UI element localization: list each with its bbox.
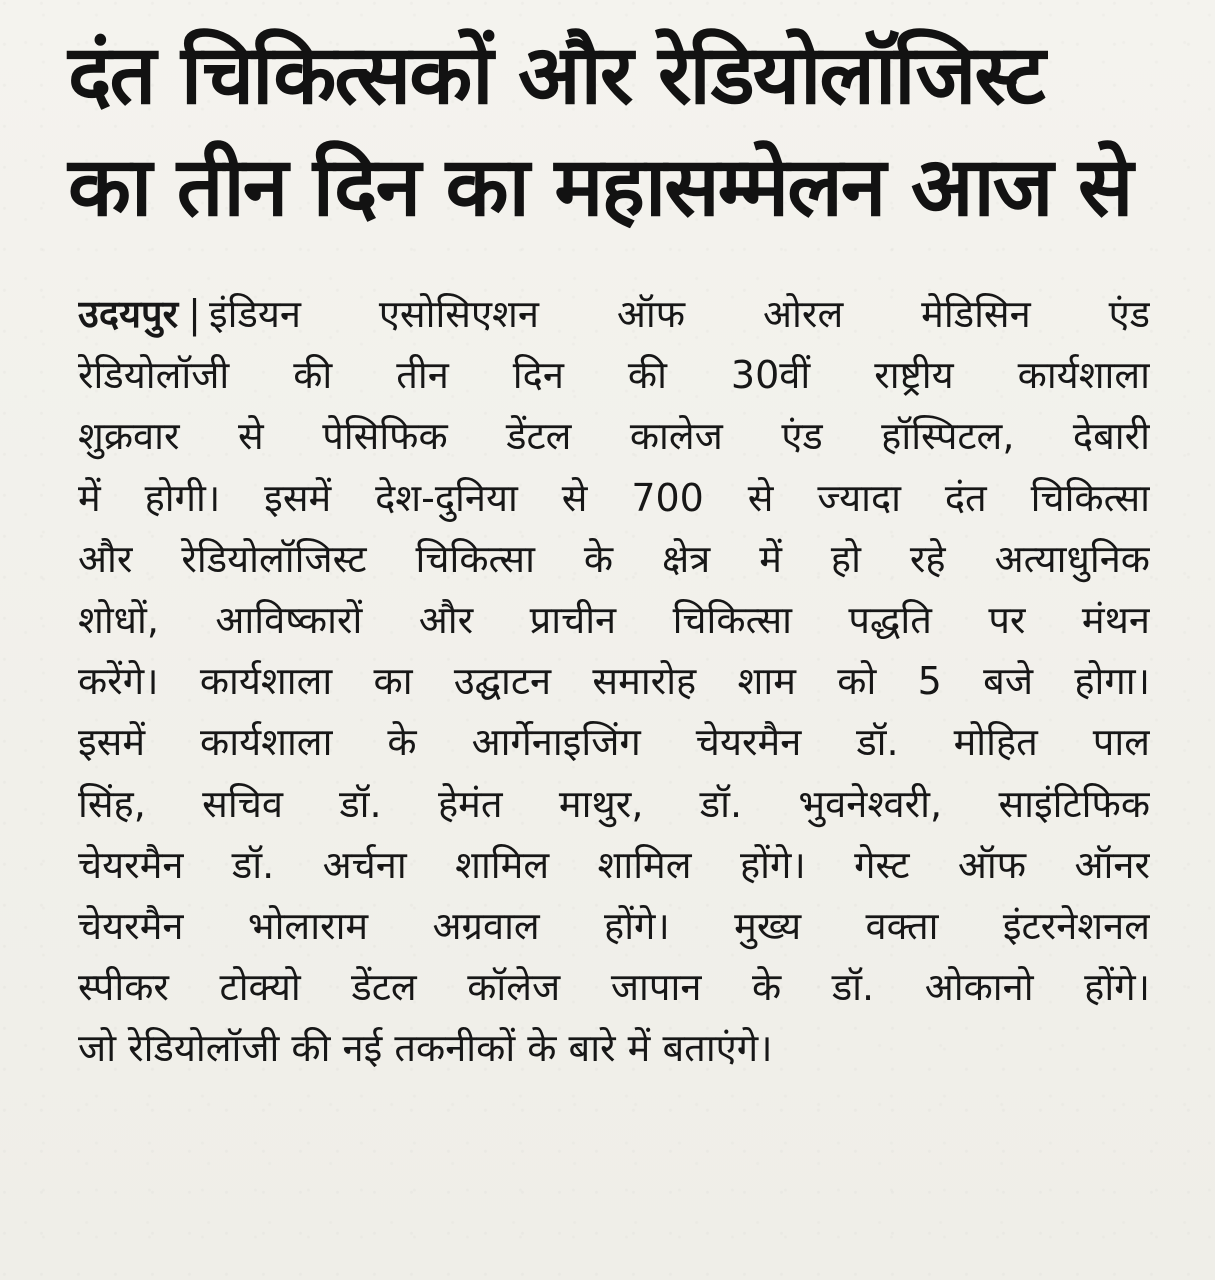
headline [68, 20, 1150, 244]
article-line-5: और रेडियोलॉजिस्ट चिकित्सा के क्षेत्र में हो रहे अत्याधुनिक [78, 536, 1150, 581]
article-line-11: चेयरमैन भोलाराम अग्रवाल होंगे। मुख्य वक्ता इंटरनेशनल [78, 903, 1150, 948]
article-body [78, 284, 1150, 1079]
dateline: उदयपुर [78, 292, 179, 336]
article-line-3: शुक्रवार से पेसिफिक डेंटल कालेज एंड हॉस्पिटल, देबारी [78, 414, 1150, 459]
article-line-12: स्पीकर टोक्यो डेंटल कॉलेज जापान के डॉ. ओकानो होंगे। [78, 965, 1150, 1010]
article-line-7: करेंगे। कार्यशाला का उद्घाटन समारोह शाम को 5 बजे होगा। [78, 659, 1150, 704]
article-line-1-text: इंडियन एसोसिएशन ऑफ ओरल मेडिसिन एंड [208, 292, 1150, 336]
article-line-2: रेडियोलॉजी की तीन दिन की 30वीं राष्ट्रीय कार्यशाला [78, 353, 1150, 398]
article-line-13: जो रेडियोलॉजी की नई तकनीकों के बारे में बताएंगे। [78, 1026, 773, 1071]
news-article [68, 20, 1150, 1071]
headline-line-1: दंत चिकित्सकों और रेडियोलॉजिस्ट [68, 28, 1044, 123]
article-line-10: चेयरमैन डॉ. अर्चना शामिल शामिल होंगे। गेस्ट ऑफ ऑनर [78, 842, 1150, 887]
article-line-1 [78, 284, 1150, 345]
headline-line-2: का तीन दिन का महासम्मेलन आज से [68, 140, 1132, 235]
article-line-6: शोधों, आविष्कारों और प्राचीन चिकित्सा पद्धति पर मंथन [78, 597, 1150, 642]
article-line-4: में होगी। इसमें देश-दुनिया से 700 से ज्यादा दंत चिकित्सा [78, 475, 1150, 520]
article-line-8: इसमें कार्यशाला के आर्गेनाइजिंग चेयरमैन डॉ. मोहित पाल [78, 720, 1150, 765]
article-line-9: सिंह, सचिव डॉ. हेमंत माथुर, डॉ. भुवनेश्वरी, साइंटिफिक [78, 781, 1150, 826]
dateline-separator: | [188, 292, 201, 336]
